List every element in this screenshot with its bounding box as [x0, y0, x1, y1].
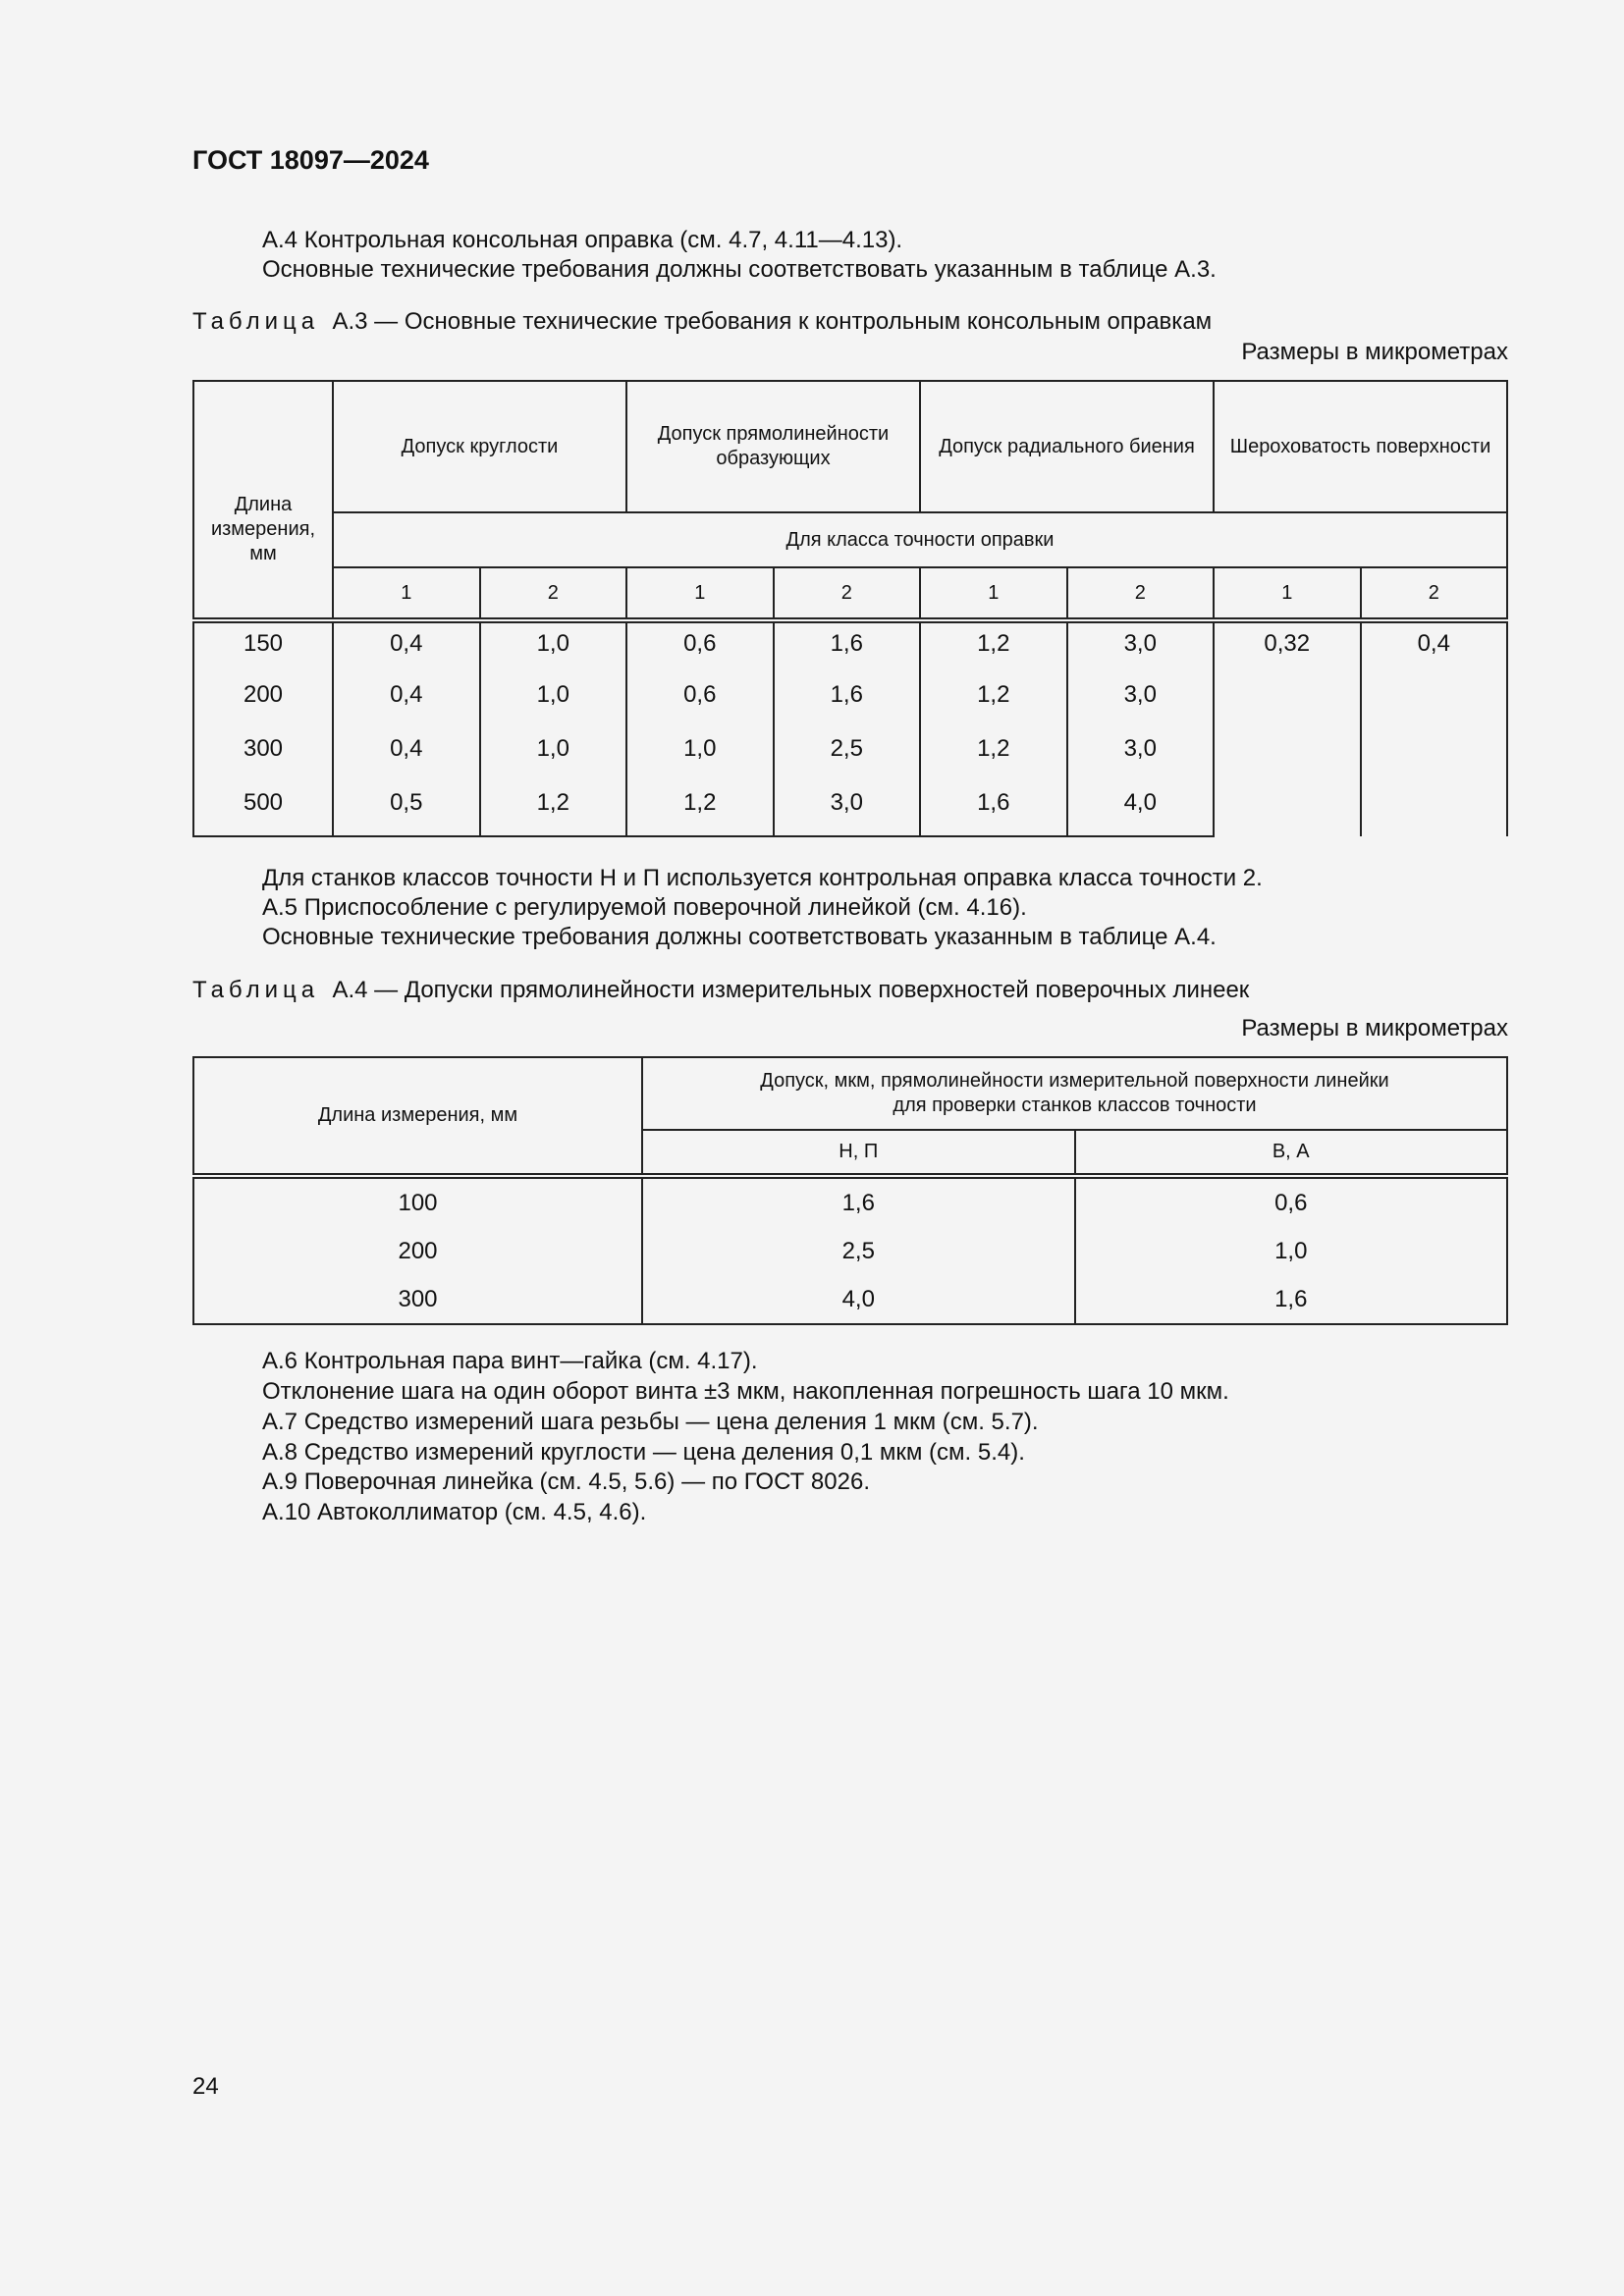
- table-cell: 150: [193, 620, 333, 674]
- table-a3-head-roundness: Допуск круглости: [333, 381, 626, 512]
- table-a4-head-tolerance-line2: для проверки станков классов точности: [893, 1095, 1257, 1116]
- table-cell: 1,0: [626, 728, 774, 782]
- table-cell: 1,6: [774, 620, 921, 674]
- table-a3-head-roughness: Шероховатость поверхности: [1214, 381, 1507, 512]
- table-cell: 3,0: [1067, 674, 1215, 728]
- table-a3-head-class-row: Для класса точности оправки: [333, 512, 1507, 567]
- table-a3-units: Размеры в микрометрах: [1241, 339, 1508, 365]
- table-a3: [192, 380, 1508, 837]
- table-a3-class-label: 1: [1214, 567, 1361, 620]
- table-a3-class-label: 1: [333, 567, 480, 620]
- table-cell: 1,2: [920, 674, 1067, 728]
- table-a3-class-label: 1: [626, 567, 774, 620]
- table-a4-caption-label: Таблица: [192, 977, 320, 1003]
- table-cell: 200: [193, 1227, 642, 1275]
- table-a4-head-class-np: Н, П: [642, 1130, 1075, 1176]
- table-a3-class-label: 2: [480, 567, 627, 620]
- table-a3-head-runout: Допуск радиального биения: [920, 381, 1214, 512]
- table-cell: 1,2: [920, 620, 1067, 674]
- page-number: 24: [192, 2073, 219, 2100]
- table-a3-class-label: 2: [1361, 567, 1508, 620]
- table-cell: 500: [193, 782, 333, 836]
- table-a3-class-label: 2: [1067, 567, 1215, 620]
- table-cell: 4,0: [642, 1275, 1075, 1324]
- table-cell: 300: [193, 728, 333, 782]
- table-cell: 1,6: [774, 674, 921, 728]
- table-cell: 200: [193, 674, 333, 728]
- table-a3-class-label: 2: [774, 567, 921, 620]
- table-a4-units: Размеры в микрометрах: [1241, 1015, 1508, 1041]
- table-row: [193, 1176, 1507, 1227]
- table-cell: 1,0: [1075, 1227, 1508, 1275]
- table-cell: 1,6: [642, 1176, 1075, 1227]
- table-cell: 2,5: [642, 1227, 1075, 1275]
- document-code: ГОСТ 18097—2024: [192, 145, 429, 175]
- table-cell: 1,0: [480, 620, 627, 674]
- table-cell: 0,4: [333, 728, 480, 782]
- table-a4-caption: [192, 977, 1249, 1004]
- paragraph-a4-title: А.4 Контрольная консольная оправка (см. 4.7, 4.11—4.13).: [262, 227, 903, 253]
- table-a4-head-length: Длина измерения, мм: [193, 1057, 642, 1176]
- table-a3-caption-text: А.3 — Основные технические требования к контрольным консольным оправкам: [332, 308, 1213, 335]
- table-cell: 1,0: [480, 674, 627, 728]
- paragraph-a9: А.9 Поверочная линейка (см. 4.5, 5.6) — по ГОСТ 8026.: [262, 1468, 870, 1495]
- table-cell: 1,2: [626, 782, 774, 836]
- paragraph-a4-requirements: Основные технические требования должны соответствовать указанным в таблице А.3.: [262, 256, 1217, 283]
- paragraph-a6-deviation: Отклонение шага на один оборот винта ±3 мкм, накопленная погрешность шага 10 мкм.: [262, 1378, 1229, 1405]
- table-cell: 4,0: [1067, 782, 1215, 836]
- table-cell: 0,4: [333, 674, 480, 728]
- paragraph-a5-requirements: Основные технические требования должны соответствовать указанным в таблице А.4.: [262, 924, 1217, 950]
- table-a3-head-length: Длина измерения, мм: [193, 381, 333, 620]
- table-cell: 0,6: [1075, 1176, 1508, 1227]
- table-a3-caption: [192, 308, 1212, 336]
- table-cell: 1,2: [480, 782, 627, 836]
- table-row: [193, 1275, 1507, 1324]
- table-a4: [192, 1056, 1508, 1325]
- paragraph-a5-title: А.5 Приспособление с регулируемой поверочной линейкой (см. 4.16).: [262, 894, 1027, 921]
- table-cell: 300: [193, 1275, 642, 1324]
- table-cell: 0,5: [333, 782, 480, 836]
- paragraph-a7: А.7 Средство измерений шага резьбы — цена деления 1 мкм (см. 5.7).: [262, 1409, 1039, 1435]
- table-a3-head-straightness: Допуск прямолинейности образующих: [626, 381, 920, 512]
- table-a4-head-tolerance-line1: Допуск, мкм, прямолинейности измерительной поверхности линейки: [760, 1070, 1389, 1092]
- table-a4-head-class-va: В, А: [1075, 1130, 1508, 1176]
- table-cell: 0,6: [626, 620, 774, 674]
- table-cell: 0,4: [333, 620, 480, 674]
- table-row: [193, 620, 1507, 674]
- table-cell: 100: [193, 1176, 642, 1227]
- table-a3-caption-label: Таблица: [192, 308, 320, 335]
- table-cell: 3,0: [1067, 728, 1215, 782]
- table-cell: 1,0: [480, 728, 627, 782]
- table-cell: 2,5: [774, 728, 921, 782]
- table-row: [193, 1227, 1507, 1275]
- paragraph-a8: А.8 Средство измерений круглости — цена деления 0,1 мкм (см. 5.4).: [262, 1439, 1025, 1466]
- table-a4-head-tolerance: [642, 1057, 1507, 1130]
- paragraph-a6-title: А.6 Контрольная пара винт—гайка (см. 4.17).: [262, 1348, 758, 1374]
- table-cell: 0,6: [626, 674, 774, 728]
- table-cell: 3,0: [1067, 620, 1215, 674]
- table-cell: 1,6: [920, 782, 1067, 836]
- table-a3-roughness-class1: 0,32: [1214, 620, 1361, 836]
- paragraph-class-note: Для станков классов точности Н и П используется контрольная оправка класса точности 2.: [262, 865, 1263, 891]
- table-cell: 3,0: [774, 782, 921, 836]
- table-cell: 1,2: [920, 728, 1067, 782]
- table-cell: 1,6: [1075, 1275, 1508, 1324]
- table-a3-class-label: 1: [920, 567, 1067, 620]
- paragraph-a10: А.10 Автоколлиматор (см. 4.5, 4.6).: [262, 1499, 647, 1525]
- table-a3-roughness-class2: 0,4: [1361, 620, 1508, 836]
- table-a4-caption-text: А.4 — Допуски прямолинейности измерительных поверхностей поверочных линеек: [332, 977, 1250, 1003]
